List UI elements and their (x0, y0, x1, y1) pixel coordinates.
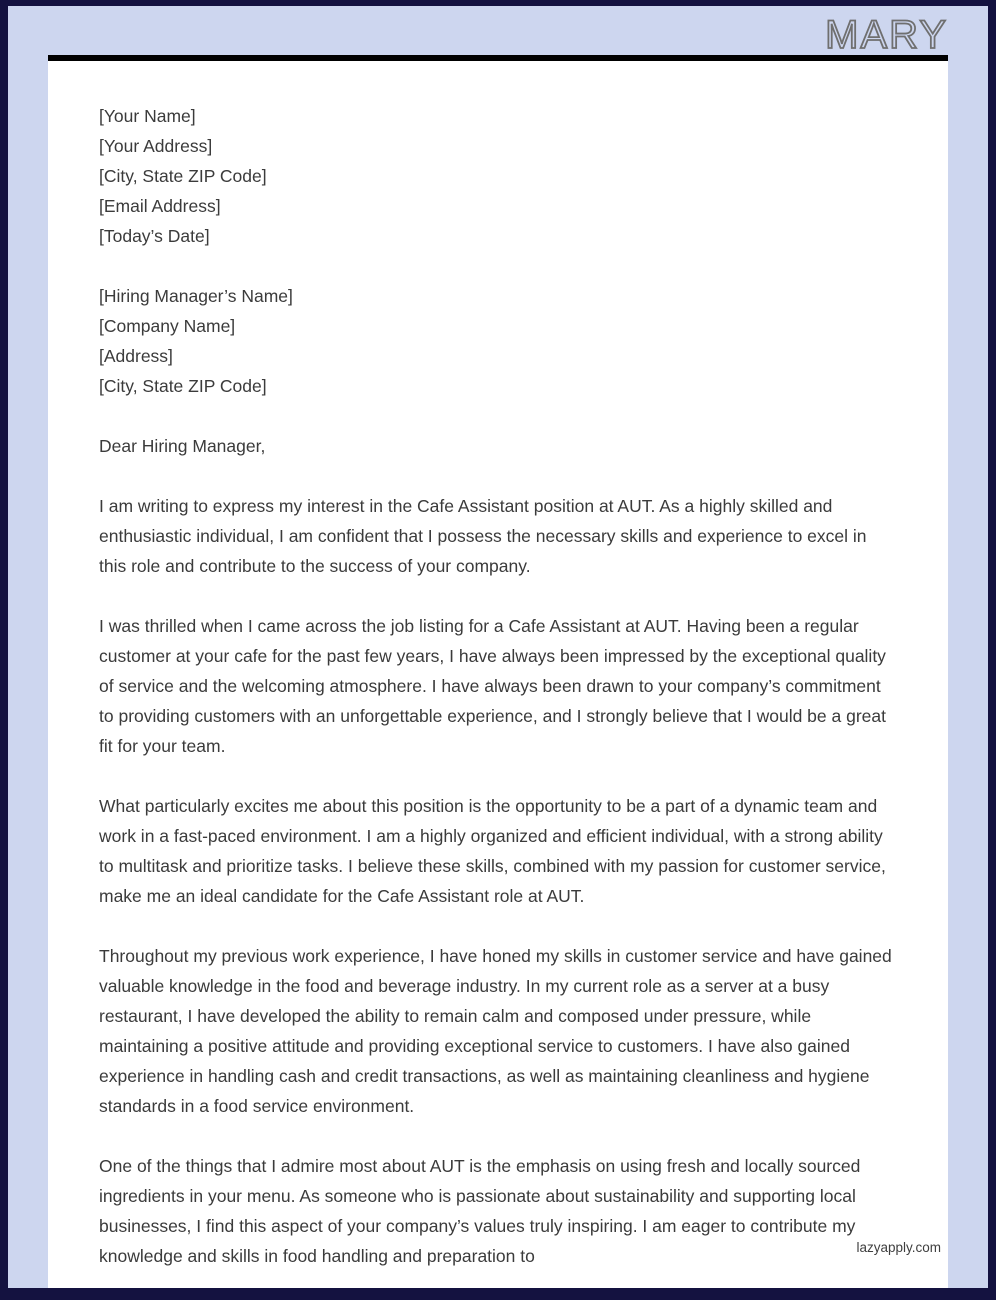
sender-name-line: [Your Name] (99, 106, 196, 126)
brand-logo (800, 10, 950, 63)
sender-city-line: [City, State ZIP Code] (99, 166, 267, 186)
watermark: lazyapply.com (856, 1240, 941, 1255)
recipient-address-line: [Address] (99, 346, 173, 366)
sender-address-block (99, 101, 898, 251)
document-page (48, 55, 948, 1300)
recipient-city-line: [City, State ZIP Code] (99, 376, 267, 396)
letter-paragraph-4: Throughout my previous work experience, I have honed my skills in customer service and have gained valuable knowledge in the food and beverage industry. In my current role as a server at a busy restaurant, I have developed the ability to remain calm and composed under pressure, while maintaining a positive attitude and providing exceptional service to customers. I have also gained experience in handling cash and credit transactions, as well as maintaining cleanliness and hygiene standards in a food service environment. (99, 946, 892, 1116)
sender-address-line: [Your Address] (99, 136, 213, 156)
letter-paragraph-5: One of the things that I admire most about AUT is the emphasis on using fresh and locally sourced ingredients in your menu. As someone who is passionate about sustainability and supporting local businesses, I find this aspect of your company’s values truly inspiring. I am eager to contribute my knowledge and skills in food handling and preparation to (99, 1156, 861, 1266)
brand-logo-text: MARY (825, 13, 948, 57)
sender-email-line: [Email Address] (99, 196, 221, 216)
brand-logo-svg (800, 10, 950, 58)
recipient-company-line: [Company Name] (99, 316, 236, 336)
letter-paragraph-2: I was thrilled when I came across the job listing for a Cafe Assistant at AUT. Having been a regular customer at your cafe for the past few years, I have always been impressed by the exceptional quality of service and the welcoming atmosphere. I have always been drawn to your company’s commitment to providing customers with an unforgettable experience, and I strongly believe that I would be a great fit for your team. (99, 616, 886, 756)
letter-paragraph-3: What particularly excites me about this position is the opportunity to be a part of a dynamic team and work in a fast-paced environment. I am a highly organized and efficient individual, with a strong ability to multitask and prioritize tasks. I believe these skills, combined with my passion for customer service, make me an ideal candidate for the Cafe Assistant role at AUT. (99, 796, 886, 906)
sender-date-line: [Today’s Date] (99, 226, 210, 246)
recipient-address-block (99, 281, 898, 401)
salutation: Dear Hiring Manager, (99, 436, 266, 456)
letter-paragraph-1: I am writing to express my interest in the Cafe Assistant position at AUT. As a highly skilled and enthusiastic individual, I am confident that I possess the necessary skills and experience to excel in this role and contribute to the success of your company. (99, 496, 867, 576)
cover-letter (48, 61, 948, 1271)
recipient-name-line: [Hiring Manager’s Name] (99, 286, 293, 306)
